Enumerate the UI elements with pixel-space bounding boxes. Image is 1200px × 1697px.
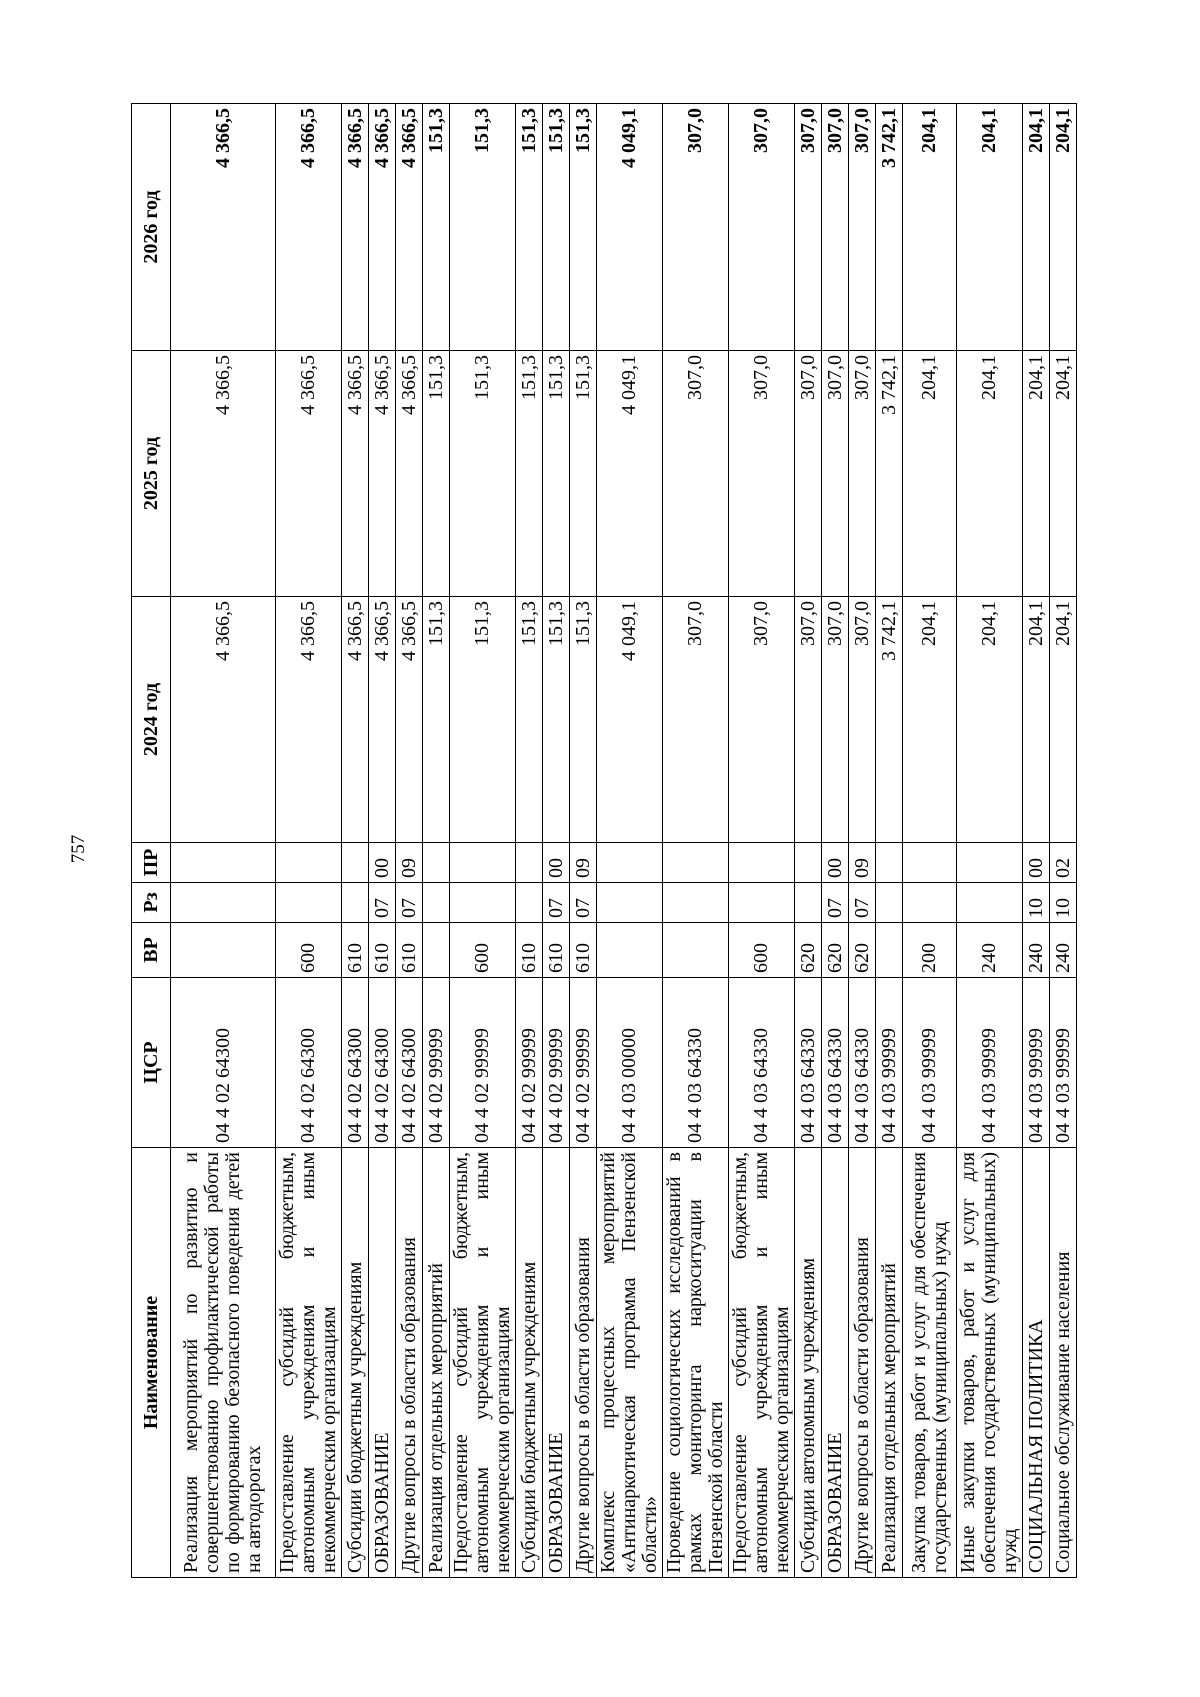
cell-name: Реализация мероприятий по развитию и совершенствованию профилактической работы по формированию безопасного поведения детей на автодорогах bbox=[171, 1148, 276, 1578]
cell-name: Предоставление субсидий бюджетным, автономным учреждениям и иным некоммерческим организациям bbox=[276, 1148, 342, 1578]
cell-rz bbox=[450, 883, 516, 923]
cell-2026: 151,3 bbox=[543, 104, 570, 351]
cell-name: СОЦИАЛЬНАЯ ПОЛИТИКА bbox=[1023, 1148, 1050, 1578]
cell-name: Комплекс процессных мероприятий «Антинаркотическая программа Пензенской области» bbox=[597, 1148, 663, 1578]
cell-2024: 307,0 bbox=[729, 597, 795, 843]
cell-name: Социальное обслуживание населения bbox=[1050, 1148, 1077, 1578]
budget-table bbox=[131, 103, 1077, 1578]
cell-csr: 04 4 03 99999 bbox=[1023, 978, 1050, 1148]
table-row bbox=[822, 104, 849, 1578]
cell-rz: 07 bbox=[396, 883, 423, 923]
cell-vr: 240 bbox=[1050, 923, 1077, 978]
cell-name: Предоставление субсидий бюджетным, автономным учреждениям и иным некоммерческим организациям bbox=[450, 1148, 516, 1578]
cell-pr: 09 bbox=[396, 843, 423, 883]
cell-csr: 04 4 02 99999 bbox=[423, 978, 450, 1148]
cell-2024: 151,3 bbox=[423, 597, 450, 843]
cell-2026: 307,0 bbox=[795, 104, 822, 351]
cell-2025: 307,0 bbox=[822, 351, 849, 597]
cell-rz bbox=[876, 883, 903, 923]
cell-2026: 307,0 bbox=[849, 104, 876, 351]
cell-2026: 151,3 bbox=[423, 104, 450, 351]
cell-2026: 4 366,5 bbox=[171, 104, 276, 351]
cell-rz: 10 bbox=[1050, 883, 1077, 923]
cell-csr: 04 4 02 64300 bbox=[342, 978, 369, 1148]
cell-2025: 204,1 bbox=[903, 351, 957, 597]
cell-pr bbox=[663, 843, 729, 883]
cell-2024: 4 366,5 bbox=[276, 597, 342, 843]
cell-rz bbox=[795, 883, 822, 923]
cell-rz bbox=[903, 883, 957, 923]
cell-vr: 610 bbox=[516, 923, 543, 978]
cell-vr bbox=[171, 923, 276, 978]
cell-vr: 610 bbox=[570, 923, 597, 978]
cell-2025: 307,0 bbox=[729, 351, 795, 597]
cell-2024: 151,3 bbox=[450, 597, 516, 843]
cell-name: Другие вопросы в области образования bbox=[570, 1148, 597, 1578]
cell-pr: 00 bbox=[369, 843, 396, 883]
cell-vr bbox=[423, 923, 450, 978]
table-row bbox=[516, 104, 543, 1578]
cell-2024: 204,1 bbox=[903, 597, 957, 843]
cell-2024: 4 366,5 bbox=[342, 597, 369, 843]
cell-vr: 600 bbox=[276, 923, 342, 978]
cell-2024: 3 742,1 bbox=[876, 597, 903, 843]
cell-rz: 07 bbox=[543, 883, 570, 923]
cell-2024: 307,0 bbox=[849, 597, 876, 843]
cell-csr: 04 4 03 99999 bbox=[903, 978, 957, 1148]
cell-2024: 307,0 bbox=[822, 597, 849, 843]
header-vr: ВР bbox=[132, 923, 171, 978]
cell-rz bbox=[423, 883, 450, 923]
table-row bbox=[795, 104, 822, 1578]
header-rz: Рз bbox=[132, 883, 171, 923]
cell-rz bbox=[171, 883, 276, 923]
cell-2024: 4 049,1 bbox=[597, 597, 663, 843]
cell-vr: 620 bbox=[822, 923, 849, 978]
table-row bbox=[369, 104, 396, 1578]
table-header-row bbox=[132, 104, 171, 1578]
table-row bbox=[663, 104, 729, 1578]
table-row bbox=[342, 104, 369, 1578]
cell-rz bbox=[342, 883, 369, 923]
cell-pr: 09 bbox=[849, 843, 876, 883]
cell-2026: 4 366,5 bbox=[342, 104, 369, 351]
cell-2024: 151,3 bbox=[570, 597, 597, 843]
cell-2025: 204,1 bbox=[1023, 351, 1050, 597]
cell-2025: 204,1 bbox=[957, 351, 1023, 597]
cell-csr: 04 4 03 99999 bbox=[957, 978, 1023, 1148]
cell-vr: 240 bbox=[1023, 923, 1050, 978]
table-row bbox=[597, 104, 663, 1578]
cell-2024: 4 366,5 bbox=[396, 597, 423, 843]
cell-2025: 151,3 bbox=[450, 351, 516, 597]
cell-name: ОБРАЗОВАНИЕ bbox=[822, 1148, 849, 1578]
cell-pr bbox=[597, 843, 663, 883]
cell-2026: 4 049,1 bbox=[597, 104, 663, 351]
cell-vr: 620 bbox=[795, 923, 822, 978]
cell-2026: 151,3 bbox=[570, 104, 597, 351]
table-row bbox=[396, 104, 423, 1578]
header-name: Наименование bbox=[132, 1148, 171, 1578]
cell-2024: 204,1 bbox=[957, 597, 1023, 843]
cell-csr: 04 4 02 99999 bbox=[516, 978, 543, 1148]
cell-rz: 07 bbox=[822, 883, 849, 923]
cell-2025: 4 049,1 bbox=[597, 351, 663, 597]
cell-2025: 4 366,5 bbox=[369, 351, 396, 597]
table-row bbox=[276, 104, 342, 1578]
cell-2024: 151,3 bbox=[543, 597, 570, 843]
cell-2026: 204,1 bbox=[1023, 104, 1050, 351]
cell-pr: 00 bbox=[822, 843, 849, 883]
cell-vr: 610 bbox=[369, 923, 396, 978]
cell-2026: 307,0 bbox=[663, 104, 729, 351]
cell-2025: 307,0 bbox=[795, 351, 822, 597]
cell-csr: 04 4 02 64300 bbox=[396, 978, 423, 1148]
cell-2025: 151,3 bbox=[570, 351, 597, 597]
cell-2026: 4 366,5 bbox=[396, 104, 423, 351]
cell-rz: 07 bbox=[570, 883, 597, 923]
cell-2025: 204,1 bbox=[1050, 351, 1077, 597]
cell-name: Реализация отдельных мероприятий bbox=[423, 1148, 450, 1578]
header-csr: ЦСР bbox=[132, 978, 171, 1148]
cell-rz bbox=[597, 883, 663, 923]
cell-vr: 240 bbox=[957, 923, 1023, 978]
cell-csr: 04 4 02 99999 bbox=[570, 978, 597, 1148]
cell-csr: 04 4 03 64330 bbox=[849, 978, 876, 1148]
cell-2025: 151,3 bbox=[516, 351, 543, 597]
table-row bbox=[423, 104, 450, 1578]
cell-name: Другие вопросы в области образования bbox=[849, 1148, 876, 1578]
cell-rz bbox=[516, 883, 543, 923]
cell-2025: 3 742,1 bbox=[876, 351, 903, 597]
cell-2024: 204,1 bbox=[1050, 597, 1077, 843]
cell-2026: 3 742,1 bbox=[876, 104, 903, 351]
cell-rz: 07 bbox=[849, 883, 876, 923]
cell-2026: 307,0 bbox=[729, 104, 795, 351]
cell-2024: 307,0 bbox=[795, 597, 822, 843]
cell-csr: 04 4 03 64330 bbox=[729, 978, 795, 1148]
cell-2026: 204,1 bbox=[1050, 104, 1077, 351]
cell-name: ОБРАЗОВАНИЕ bbox=[543, 1148, 570, 1578]
table-row bbox=[957, 104, 1023, 1578]
cell-2026: 151,3 bbox=[450, 104, 516, 351]
cell-2024: 4 366,5 bbox=[369, 597, 396, 843]
cell-rz bbox=[663, 883, 729, 923]
rotated-page-content bbox=[131, 104, 1074, 1578]
cell-vr bbox=[663, 923, 729, 978]
cell-2026: 307,0 bbox=[822, 104, 849, 351]
cell-2025: 307,0 bbox=[663, 351, 729, 597]
cell-2025: 307,0 bbox=[849, 351, 876, 597]
cell-2026: 204,1 bbox=[903, 104, 957, 351]
cell-2026: 4 366,5 bbox=[369, 104, 396, 351]
cell-rz: 10 bbox=[1023, 883, 1050, 923]
cell-csr: 04 4 03 99999 bbox=[1050, 978, 1077, 1148]
cell-pr bbox=[171, 843, 276, 883]
table-row bbox=[876, 104, 903, 1578]
cell-pr bbox=[342, 843, 369, 883]
cell-pr bbox=[516, 843, 543, 883]
cell-csr: 04 4 02 99999 bbox=[543, 978, 570, 1148]
cell-2025: 151,3 bbox=[423, 351, 450, 597]
cell-vr: 620 bbox=[849, 923, 876, 978]
cell-pr: 02 bbox=[1050, 843, 1077, 883]
cell-rz: 07 bbox=[369, 883, 396, 923]
cell-2025: 4 366,5 bbox=[396, 351, 423, 597]
cell-name: Реализация отдельных мероприятий bbox=[876, 1148, 903, 1578]
cell-csr: 04 4 03 64330 bbox=[663, 978, 729, 1148]
table-row bbox=[171, 104, 276, 1578]
cell-name: Предоставление субсидий бюджетным, автономным учреждениям и иным некоммерческим организациям bbox=[729, 1148, 795, 1578]
cell-csr: 04 4 03 99999 bbox=[876, 978, 903, 1148]
cell-csr: 04 4 03 64330 bbox=[795, 978, 822, 1148]
cell-2026: 4 366,5 bbox=[276, 104, 342, 351]
cell-vr bbox=[597, 923, 663, 978]
cell-pr bbox=[450, 843, 516, 883]
cell-name: Другие вопросы в области образования bbox=[396, 1148, 423, 1578]
cell-pr bbox=[795, 843, 822, 883]
cell-name: Субсидии бюджетным учреждениям bbox=[342, 1148, 369, 1578]
cell-pr bbox=[423, 843, 450, 883]
cell-pr bbox=[729, 843, 795, 883]
header-pr: ПР bbox=[132, 843, 171, 883]
cell-vr: 610 bbox=[543, 923, 570, 978]
cell-rz bbox=[276, 883, 342, 923]
table-row bbox=[543, 104, 570, 1578]
cell-2026: 204,1 bbox=[957, 104, 1023, 351]
table-row bbox=[849, 104, 876, 1578]
cell-csr: 04 4 02 64300 bbox=[369, 978, 396, 1148]
cell-rz bbox=[729, 883, 795, 923]
table-row bbox=[729, 104, 795, 1578]
cell-pr bbox=[957, 843, 1023, 883]
header-2024: 2024 год bbox=[132, 597, 171, 843]
cell-rz bbox=[957, 883, 1023, 923]
cell-2024: 204,1 bbox=[1023, 597, 1050, 843]
cell-name: Иные закупки товаров, работ и услуг для обеспечения государственных (муниципальных) нужд bbox=[957, 1148, 1023, 1578]
table-row bbox=[903, 104, 957, 1578]
cell-pr bbox=[876, 843, 903, 883]
table-row bbox=[570, 104, 597, 1578]
cell-vr: 600 bbox=[450, 923, 516, 978]
cell-pr bbox=[903, 843, 957, 883]
cell-csr: 04 4 03 64330 bbox=[822, 978, 849, 1148]
cell-csr: 04 4 02 64300 bbox=[171, 978, 276, 1148]
cell-pr: 09 bbox=[570, 843, 597, 883]
cell-name: Субсидии автономным учреждениям bbox=[795, 1148, 822, 1578]
cell-2024: 307,0 bbox=[663, 597, 729, 843]
cell-csr: 04 4 03 00000 bbox=[597, 978, 663, 1148]
cell-2024: 151,3 bbox=[516, 597, 543, 843]
cell-name: Проведение социологических исследований в рамках мониторинга наркоситуации в Пензенской области bbox=[663, 1148, 729, 1578]
cell-vr bbox=[876, 923, 903, 978]
page-number: 757 bbox=[68, 834, 89, 864]
cell-2025: 151,3 bbox=[543, 351, 570, 597]
cell-pr: 00 bbox=[543, 843, 570, 883]
cell-2024: 4 366,5 bbox=[171, 597, 276, 843]
cell-csr: 04 4 02 99999 bbox=[450, 978, 516, 1148]
cell-name: Закупка товаров, работ и услуг для обеспечения государственных (муниципальных) нужд bbox=[903, 1148, 957, 1578]
table-row bbox=[1023, 104, 1050, 1578]
cell-2025: 4 366,5 bbox=[342, 351, 369, 597]
cell-2025: 4 366,5 bbox=[276, 351, 342, 597]
cell-pr bbox=[276, 843, 342, 883]
cell-csr: 04 4 02 64300 bbox=[276, 978, 342, 1148]
header-2026: 2026 год bbox=[132, 104, 171, 351]
cell-name: ОБРАЗОВАНИЕ bbox=[369, 1148, 396, 1578]
cell-name: Субсидии бюджетным учреждениям bbox=[516, 1148, 543, 1578]
header-2025: 2025 год bbox=[132, 351, 171, 597]
cell-vr: 200 bbox=[903, 923, 957, 978]
cell-2025: 4 366,5 bbox=[171, 351, 276, 597]
cell-pr: 00 bbox=[1023, 843, 1050, 883]
table-row bbox=[1050, 104, 1077, 1578]
cell-vr: 600 bbox=[729, 923, 795, 978]
table-row bbox=[450, 104, 516, 1578]
table-body bbox=[171, 104, 1077, 1578]
cell-2026: 151,3 bbox=[516, 104, 543, 351]
cell-vr: 610 bbox=[342, 923, 369, 978]
cell-vr: 610 bbox=[396, 923, 423, 978]
